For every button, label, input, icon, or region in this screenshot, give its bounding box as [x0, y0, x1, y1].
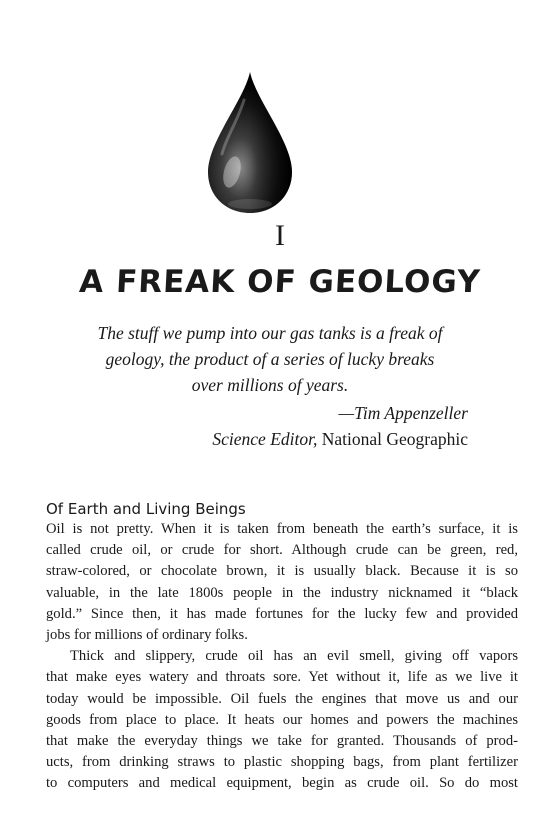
- epigraph-quote: [60, 320, 480, 398]
- epigraph-attribution: [212, 400, 468, 452]
- chapter-number: I: [275, 219, 285, 252]
- epigraph-line: geology, the product of a series of lucky breaks: [105, 349, 435, 369]
- paragraph-1-line: jobs for millions of ordinary folks.: [46, 627, 248, 644]
- paragraph-2-line: that make eyes watery and throats sore. Yet without it, life as we live it: [46, 669, 518, 686]
- body-text: [46, 519, 518, 795]
- paragraph-2-line: Thick and slippery, crude oil has an evil smell, giving off vapors: [70, 648, 518, 665]
- section-heading: Of Earth and Living Beings: [46, 500, 246, 518]
- chapter-title: A FREAK OF GEOLOGY: [78, 264, 482, 300]
- author-role: Science Editor,: [212, 429, 318, 449]
- paragraph-1-line: Oil is not pretty. When it is taken from beneath the earth’s surface, it is: [46, 521, 518, 537]
- author-name: —Tim Appenzeller: [338, 403, 468, 423]
- paragraph-1-line: valuable, in the late 1800s people in the industry nicknamed it “black: [46, 584, 518, 601]
- publication-name: National Geographic: [321, 429, 468, 449]
- paragraph-1-line: gold.” Since then, it has made fortunes for the lucky few and provided: [46, 605, 518, 622]
- paragraph-2-line: ucts, from drinking straws to plastic shopping bags, from plant fertilizer: [46, 754, 518, 771]
- attribution-role: [212, 426, 468, 452]
- attribution-author: [212, 400, 468, 426]
- oil-drop-illustration: [204, 70, 296, 215]
- paragraph-2-line: goods from place to place. It heats our homes and powers the machines: [46, 711, 518, 728]
- epigraph-line: over millions of years.: [191, 375, 349, 395]
- paragraph-2-line: today would be impossible. Oil fuels the engines that move us and our: [46, 690, 518, 707]
- epigraph-line: The stuff we pump into our gas tanks is a freak of: [97, 323, 443, 343]
- paragraph-1-line: called crude oil, or crude for short. Although crude can be green, red,: [46, 542, 518, 559]
- paragraph-2-line: that make the everyday things we take for granted. Thousands of prod-: [46, 733, 518, 750]
- paragraph-1-line: straw-colored, or chocolate brown, it is usually black. Because it is so: [46, 563, 518, 580]
- paragraph-2-line: to computers and medical equipment, begin as crude oil. So do most: [46, 775, 518, 792]
